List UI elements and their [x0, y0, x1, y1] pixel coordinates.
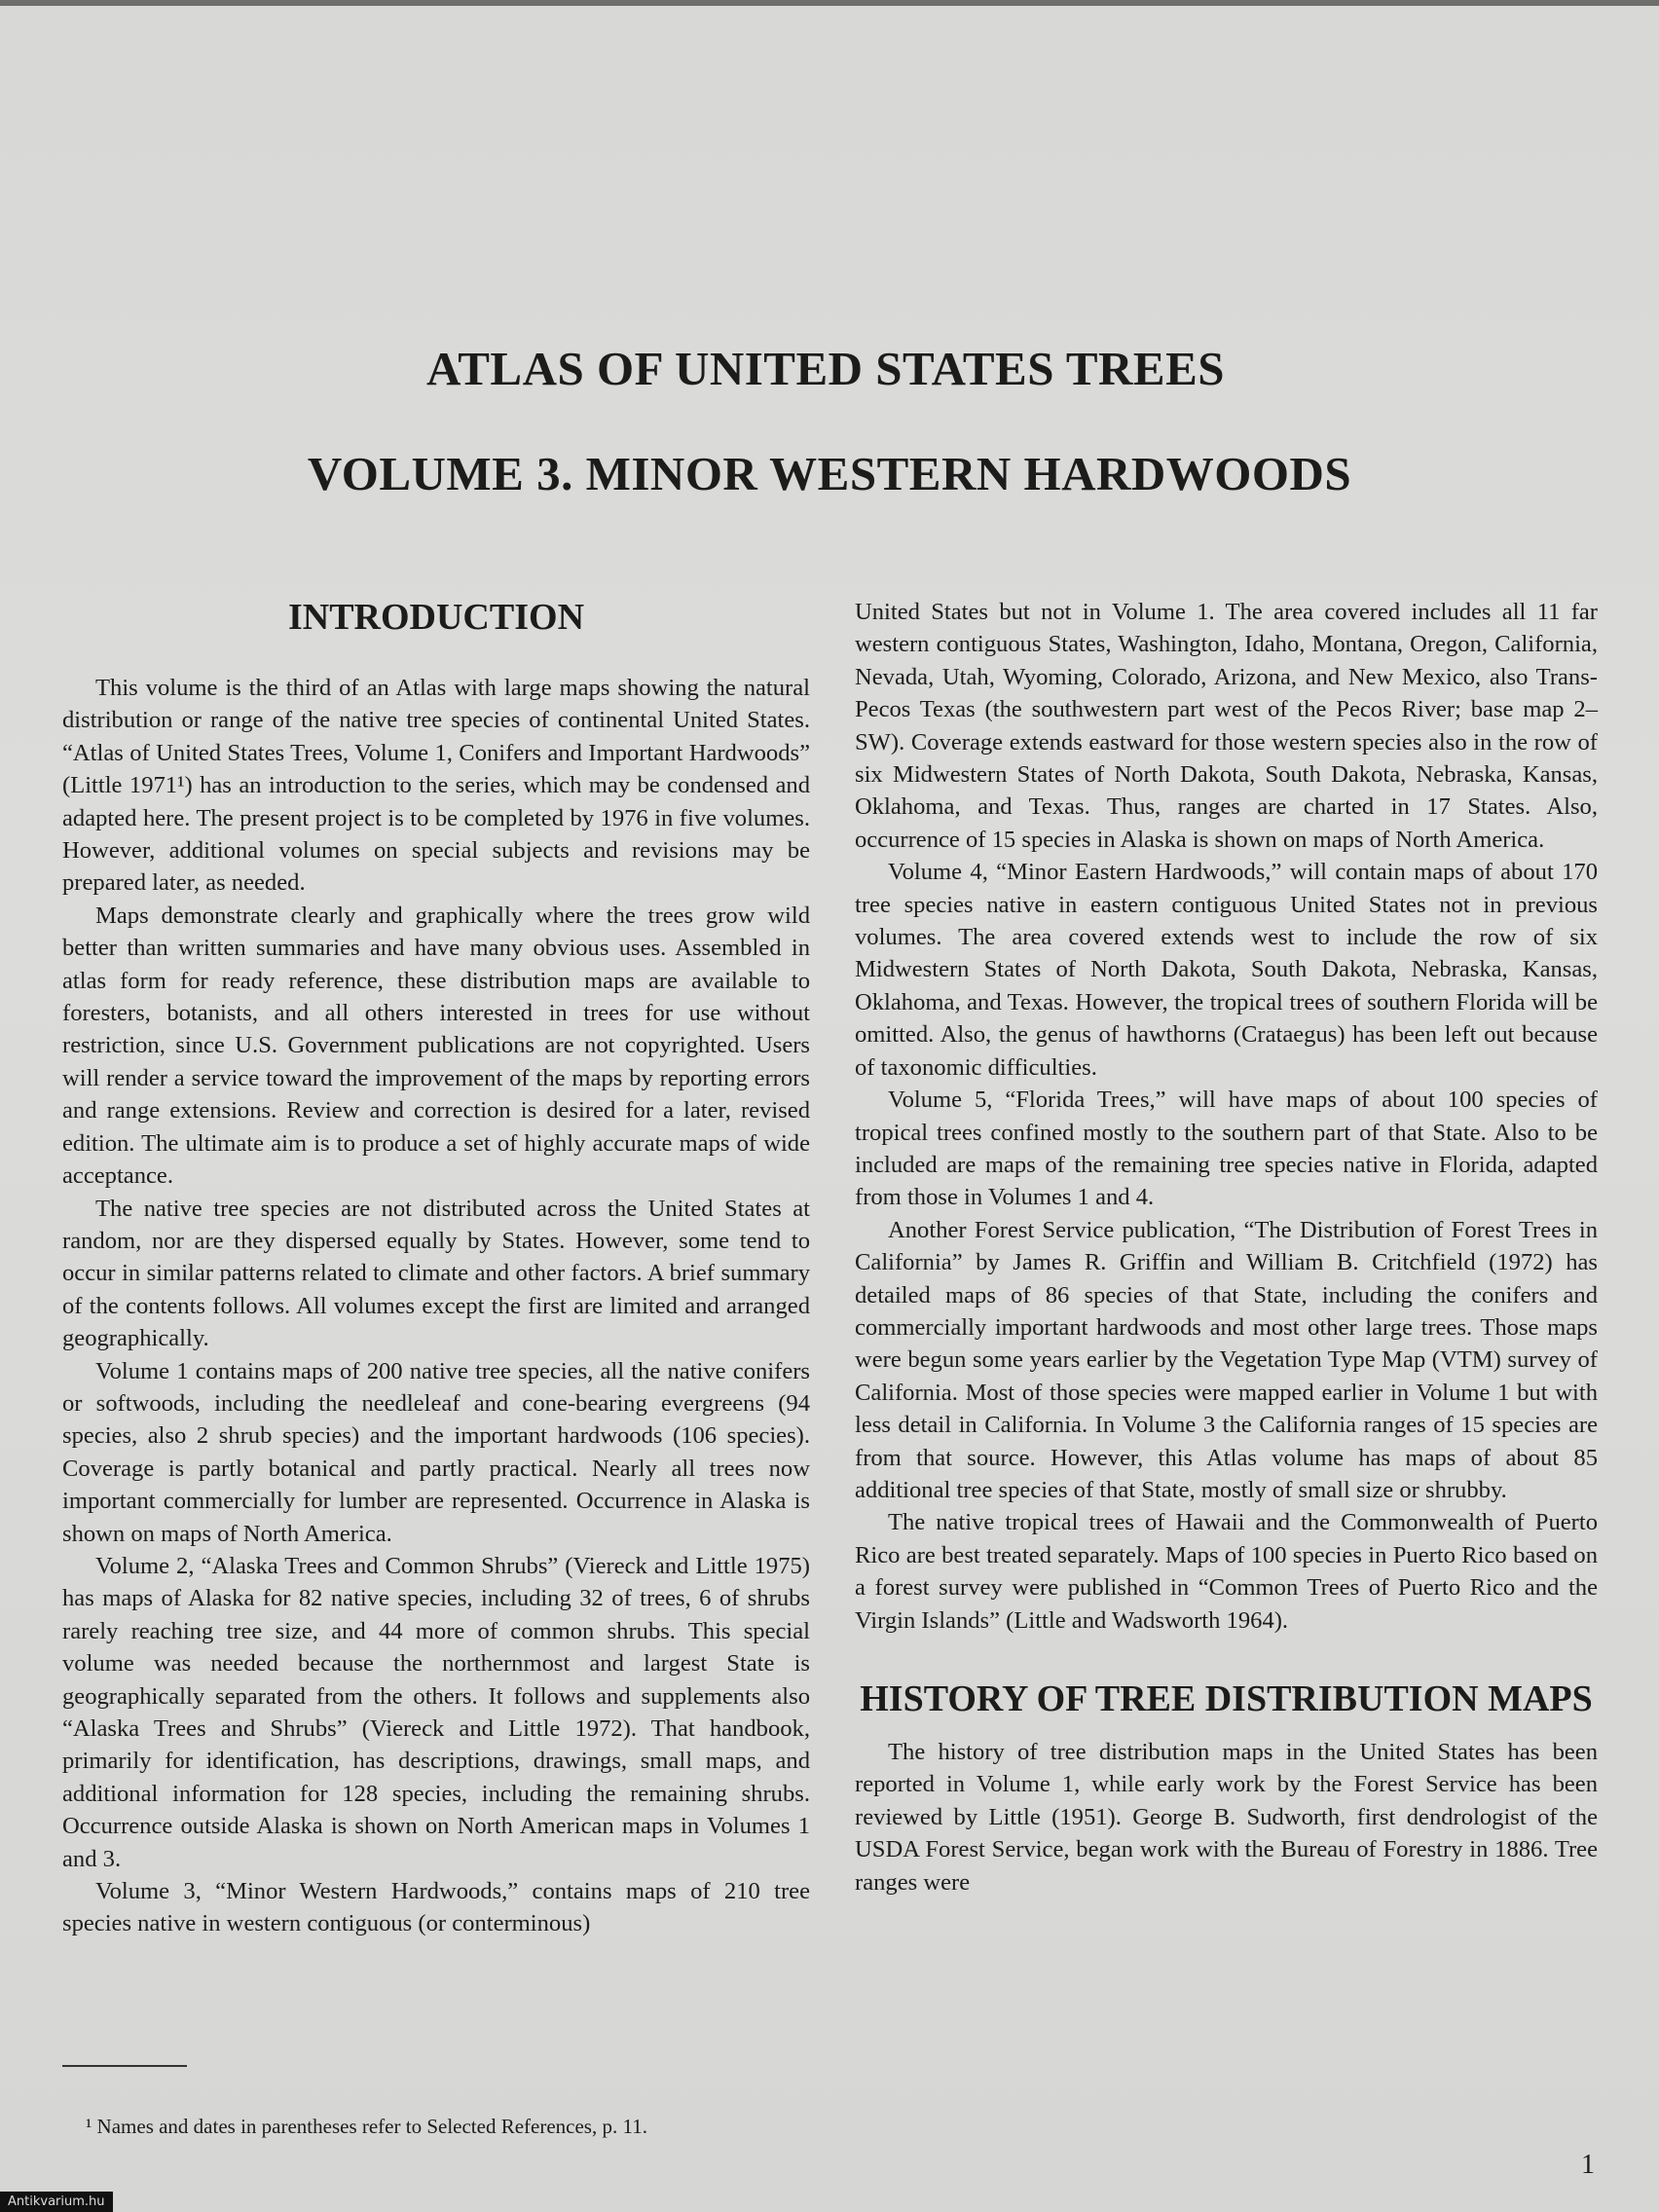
intro-paragraph-2: Maps demonstrate clearly and graphically where the trees grow wild better than written summaries and have many obvious uses. Assembled in atlas form for ready reference, these distribution maps are available to foresters, botanists, and all others interested in trees for use without restriction, since U.S. Government publications are not copyrighted. Users will render a service toward the improvement of the maps by reporting errors and range extensions. Review and correction is desired for a later, revised edition. The ultimate aim is to produce a set of highly accurate maps of wide acceptance.: [62, 902, 810, 1190]
intro-paragraph-6: Volume 3, “Minor Western Hardwoods,” contains maps of 210 tree species native in western contiguous (or conterminous): [62, 1878, 810, 1937]
page-top-edge: [0, 0, 1659, 6]
page-number: 1: [1581, 2150, 1595, 2180]
right-paragraph-2: Volume 4, “Minor Eastern Hardwoods,” will contain maps of about 170 tree species native in eastern contiguous United States not in previous volumes. The area covered extends west to include the row of six Midwestern States of North Dakota, South Dakota, Nebraska, Kansas, Oklahoma, and Texas. However, the tropical trees of southern Florida will be omitted. Also, the genus of hawthorns (Crataegus) has been left out because of taxonomic difficulties.: [855, 859, 1598, 1081]
right-column: [855, 596, 1598, 1899]
history-paragraph: The history of tree distribution maps in the United States has been reported in Volume 1, while early work by the Forest Service has been reviewed by Little (1951). George B. Sudworth, first dendrologist of the USDA Forest Service, began work with the Bureau of Forestry in 1886. Tree ranges were: [855, 1739, 1598, 1896]
history-heading: HISTORY OF TREE DISTRIBUTION MAPS: [860, 1678, 1593, 1719]
footnote: ¹ Names and dates in parentheses refer to Selected References, p. 11.: [86, 2115, 647, 2138]
right-paragraph-3: Volume 5, “Florida Trees,” will have maps of about 100 species of tropical trees confined mostly to the southern part of that State. Also to be included are maps of the remaining tree species native in Florida, adapted from those in Volumes 1 and 4.: [855, 1087, 1598, 1211]
volume-title: VOLUME 3. MINOR WESTERN HARDWOODS: [307, 447, 1352, 500]
introduction-heading: INTRODUCTION: [287, 597, 585, 638]
right-paragraph-5: The native tropical trees of Hawaii and the Commonwealth of Puerto Rico are best treated separately. Maps of 100 species in Puerto Rico based on a forest survey were published in “Common Trees of Puerto Rico and the Virgin Islands” (Little and Wadsworth 1964).: [855, 1509, 1598, 1634]
footnote-rule: [62, 2065, 187, 2067]
right-paragraph-1: United States but not in Volume 1. The area covered includes all 11 far western contiguous States, Washington, Idaho, Montana, Oregon, California, Nevada, Utah, Wyoming, Colorado, Arizona, and New Mexico, also Trans-Pecos Texas (the southwestern part west of the Pecos River; base map 2–SW). Coverage extends eastward for those western species also in the row of six Midwestern States of North Dakota, South Dakota, Nebraska, Kansas, Oklahoma, and Texas. Thus, ranges are charted in 17 States. Also, occurrence of 15 species in Alaska is shown on maps of North America.: [855, 599, 1598, 853]
watermark: Antikvarium.hu: [0, 2192, 113, 2212]
intro-paragraph-1: This volume is the third of an Atlas with large maps showing the natural distribution or range of the native tree species of continental United States. “Atlas of United States Trees, Volume 1, Conifers and Important Hardwoods” (Little 1971¹) has an introduction to the series, which may be condensed and adapted here. The present project is to be completed by 1976 in five volumes. However, additional volumes on special subjects and revisions may be prepared later, as needed.: [62, 675, 810, 897]
left-column: [62, 596, 810, 1940]
right-paragraph-4: Another Forest Service publication, “The Distribution of Forest Trees in California” by James R. Griffin and William B. Critchfield (1972) has detailed maps of 86 species of that State, including the conifers and commercially important hardwoods and most other large trees. Those maps were begun some years earlier by the Vegetation Type Map (VTM) survey of California. Most of those species were mapped earlier in Volume 1 but with less detail in California. In Volume 3 the California ranges of 15 species are from that source. However, this Atlas volume has maps of about 85 additional tree species of that State, mostly of small size or shrubby.: [855, 1216, 1598, 1503]
atlas-title: ATLAS OF UNITED STATES TREES: [425, 342, 1226, 395]
intro-paragraph-5: Volume 2, “Alaska Trees and Common Shrubs” (Viereck and Little 1975) has maps of Alaska for 82 native species, including 32 of trees, 6 of shrubs rarely reaching tree size, and 44 more of common shrubs. This special volume was needed because the northernmost and largest State is geographically separated from the others. It follows and supplements also “Alaska Trees and Shrubs” (Viereck and Little 1972). That handbook, primarily for identification, has descriptions, drawings, small maps, and additional information for 128 species, including the remaining shrubs. Occurrence outside Alaska is shown on North American maps in Volumes 1 and 3.: [62, 1552, 810, 1872]
intro-paragraph-3: The native tree species are not distributed across the United States at random, nor are they dispersed equally by States. However, some tend to occur in similar patterns related to climate and other factors. A brief summary of the contents follows. All volumes except the first are limited and arranged geographically.: [62, 1195, 810, 1352]
intro-paragraph-4: Volume 1 contains maps of 200 native tree species, all the native conifers or softwoods, including the needleleaf and cone-bearing evergreens (94 species, also 2 shrub species) and the important hardwoods (106 species). Coverage is partly botanical and partly practical. Nearly all trees now important commercially for lumber are represented. Occurrence in Alaska is shown on maps of North America.: [62, 1357, 810, 1547]
